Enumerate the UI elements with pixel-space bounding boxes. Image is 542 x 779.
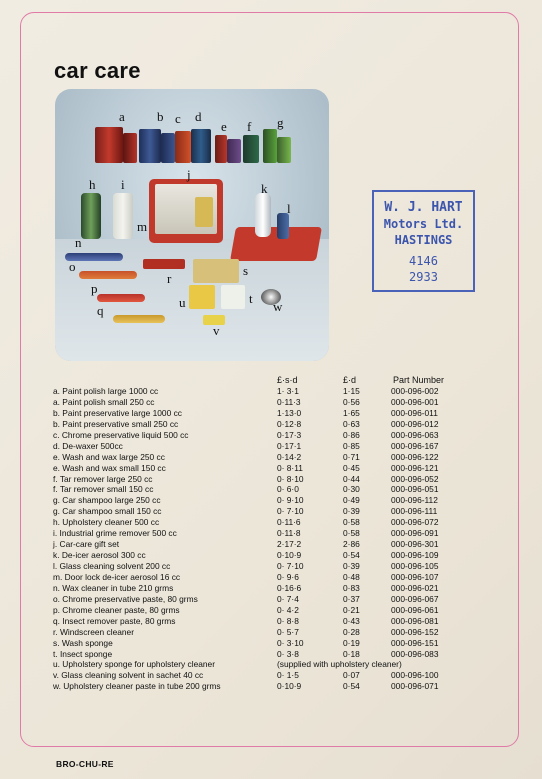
can-b2 [161,133,175,163]
photo-label-b: b [157,109,164,124]
price-decimal: 0·21 [343,604,360,615]
can-g [263,129,277,163]
photo-label-i: i [121,177,125,192]
part-number: 000-096-052 [391,473,439,484]
part-number: 000-096-061 [391,604,439,615]
item-description: b. Paint preservative large 1000 cc [53,407,182,418]
price-row [53,561,493,572]
price-lsd: 0· 4·2 [277,604,299,615]
can-b [139,129,161,163]
price-decimal: 0·39 [343,561,360,571]
part-number: 000-096-072 [391,517,439,528]
sponge-s [193,259,239,283]
price-row [53,430,493,441]
part-number: 000-096-071 [391,681,439,692]
price-row [53,474,493,485]
header-lp: £·d [343,375,357,385]
item-description: i. Industrial grime remover 500 cc [53,528,177,539]
stamp-line-5: 2933 [409,270,438,284]
part-number: 000-096-112 [391,495,438,506]
red-tray [230,227,322,261]
price-lsd: 0· 1·5 [277,670,299,681]
price-lsd: 0· 3·10 [277,637,304,648]
price-decimal: 2·86 [343,539,360,550]
photo-label-p: p [91,281,98,296]
price-row [53,419,493,430]
price-row [53,463,493,474]
part-number: 000-096-091 [391,528,439,539]
can-c [175,131,191,163]
stamp-line-3: HASTINGS [394,233,453,247]
price-decimal: 0·39 [343,506,360,517]
price-lsd: 0· 8·10 [277,473,304,484]
part-number: 000-096-001 [391,396,439,407]
item-description: e. Wash and wax small 150 cc [53,462,166,473]
item-description: r. Windscreen cleaner [53,626,134,637]
can-g2 [277,137,291,163]
can-e2 [227,139,241,163]
photo-label-s: s [243,263,249,278]
price-row [53,528,493,539]
photo-label-q: q [97,303,104,318]
price-row [53,539,493,550]
item-description: d. De-waxer 500cc [53,440,123,451]
price-decimal: 0·37 [343,593,360,604]
part-number: 000-096-152 [391,626,439,637]
price-row [53,397,493,408]
part-number: 000-096-011 [391,407,438,418]
product-photo [55,89,329,361]
item-description: o. Chrome preservative paste, 80 grms [53,593,198,604]
price-row [53,386,493,397]
price-row [53,583,493,594]
part-number: 000-096-083 [391,648,439,659]
price-lsd: 0·17·1 [277,440,302,451]
item-description: j. Car-care gift set [53,539,120,550]
price-row [53,616,493,627]
part-number: 000-096-002 [391,386,439,396]
part-number: 000-096-301 [391,539,439,550]
price-row [53,681,493,692]
aerosol-k [255,193,271,237]
price-lsd: 0·14·2 [277,451,302,462]
price-decimal: 0·56 [343,396,360,407]
price-decimal: 0·45 [343,462,360,473]
bottle-h [81,193,101,239]
part-number: 000-096-051 [391,484,439,495]
header-lsd: £·s·d [277,375,298,385]
price-decimal: 0·85 [343,440,360,451]
photo-label-d: d [195,109,202,124]
photo-label-a: a [119,109,125,124]
photo-label-v: v [213,323,220,338]
part-number: 000-096-151 [391,637,439,648]
price-lsd: 0· 7·10 [277,561,304,571]
item-description: l. Glass cleaning solvent 200 cc [53,561,171,571]
item-description: c. Chrome preservative liquid 500 cc [53,429,189,440]
price-lsd: 0·16·6 [277,582,302,593]
price-decimal: 0·18 [343,648,360,659]
price-lsd: 1·13·0 [277,407,302,418]
sponge-u [189,285,215,309]
photo-label-o: o [69,259,76,274]
price-lsd: 0·11·8 [277,528,301,539]
price-decimal: 0·86 [343,429,360,440]
can-f [243,135,259,163]
price-row [53,594,493,605]
part-number: 000-096-063 [391,429,439,440]
photo-label-l: l [287,201,291,216]
price-row [53,441,493,452]
price-row [53,517,493,528]
part-number: 000-096-012 [391,418,439,429]
price-decimal: 0·43 [343,615,360,626]
part-number: 000-096-109 [391,550,439,561]
price-decimal: 0·07 [343,670,360,681]
photo-label-g: g [277,115,284,130]
price-decimal: 0·30 [343,484,360,495]
price-lsd: 0· 5·7 [277,626,299,637]
photo-label-h: h [89,177,96,192]
price-decimal: 0·58 [343,528,360,539]
item-description: h. Upholstery cleaner 500 cc [53,517,160,528]
price-row [53,572,493,583]
item-description: f. Tar remover small 150 cc [53,484,154,495]
can-a2 [123,133,137,163]
stamp-line-4: 4146 [409,254,438,268]
price-row [53,638,493,649]
price-row [53,659,493,670]
photo-label-w: w [273,299,283,314]
photo-label-r: r [167,271,172,286]
item-description: p. Chrome cleaner paste, 80 grms [53,604,180,615]
price-row [53,649,493,660]
price-lsd: 0·10·9 [277,550,302,561]
price-decimal: 0·48 [343,571,360,582]
price-lsd: 0· 8·8 [277,615,299,626]
item-description: w. Upholstery cleaner paste in tube 200 grms [53,681,221,692]
part-number: 000-096-100 [391,670,439,681]
footer-code: BRO-CHU-RE [56,759,114,769]
part-number: 000-096-122 [391,451,439,462]
bottle-i [113,193,133,239]
price-decimal: 0·71 [343,451,360,462]
price-decimal: 0·58 [343,517,360,528]
gift-set-sponge [195,197,213,227]
item-description: b. Paint preservative small 250 cc [53,418,179,429]
tube-q [113,315,165,323]
part-number: 000-096-111 [391,506,438,517]
price-lsd: 1· 3·1 [277,386,299,396]
price-lsd: 0· 7·4 [277,593,299,604]
stamp-line-1: W. J. HART [384,200,463,215]
item-description: a. Paint polish large 1000 cc [53,386,159,396]
item-description: s. Wash sponge [53,637,113,648]
price-row [53,627,493,638]
item-note: (supplied with upholstery cleaner) [277,659,402,670]
photo-label-k: k [261,181,268,196]
part-number: 000-096-121 [391,462,439,473]
item-description: u. Upholstery sponge for upholstery cleaner [53,659,216,670]
item-description: t. Insect sponge [53,648,113,659]
photo-label-e: e [221,119,227,134]
item-description: f. Tar remover large 250 cc [53,473,153,484]
price-decimal: 0·54 [343,681,360,692]
page-title: car care [54,58,141,83]
price-row [53,506,493,517]
price-decimal: 0·44 [343,473,360,484]
windscreen-cleaner [143,259,185,269]
item-description: e. Wash and wax large 250 cc [53,451,165,462]
photo-label-n: n [75,235,82,250]
price-decimal: 0·49 [343,495,360,506]
price-lsd: 2·17·2 [277,539,302,550]
photo-label-c: c [175,111,181,126]
part-number: 000-096-107 [391,571,439,582]
item-description: g. Car shampoo large 250 cc [53,495,161,506]
price-row [53,605,493,616]
sponge-t [221,285,245,309]
price-lsd: 0·10·9 [277,681,302,692]
item-description: q. Insect remover paste, 80 grms [53,615,176,626]
price-lsd: 0·12·8 [277,418,302,429]
tube-p [97,294,145,302]
price-lsd: 0· 9·6 [277,571,299,582]
price-decimal: 0·54 [343,550,360,561]
item-description: k. De-icer aerosol 300 cc [53,550,146,561]
price-decimal: 1·15 [343,386,360,396]
price-lsd: 0·11·3 [277,396,301,407]
photo-label-t: t [249,291,253,306]
price-row [53,550,493,561]
price-row [53,484,493,495]
item-description: n. Wax cleaner in tube 210 grms [53,582,174,593]
header-part-number: Part Number [393,375,445,385]
part-number: 000-096-081 [391,615,439,626]
can-d [191,129,211,163]
item-description: a. Paint polish small 250 cc [53,396,155,407]
part-number: 000-096-167 [391,440,439,451]
photo-label-f: f [247,119,252,134]
can-e [215,135,227,163]
price-lsd: 0· 7·10 [277,506,304,517]
price-decimal: 0·19 [343,637,360,648]
price-lsd: 0· 8·11 [277,462,303,473]
price-lsd: 0· 3·8 [277,648,299,659]
item-description: g. Car shampoo small 150 cc [53,506,162,517]
part-number: 000-096-067 [391,593,439,604]
tube-o [79,271,137,279]
price-row [53,452,493,463]
price-row [53,408,493,419]
part-number: 000-096-105 [391,561,439,571]
price-lsd: 0·17·3 [277,429,302,440]
photo-label-u: u [179,295,186,310]
dealer-stamp [372,190,475,292]
price-list [53,386,493,692]
photo-label-m: m [137,219,148,234]
photo-label-j: j [187,167,191,182]
price-decimal: 0·63 [343,418,360,429]
price-decimal: 0·83 [343,582,360,593]
price-decimal: 1·65 [343,407,360,418]
price-lsd: 0· 6·0 [277,484,299,495]
price-lsd: 0·11·6 [277,517,301,528]
price-row [53,495,493,506]
price-row [53,670,493,681]
price-lsd: 0· 9·10 [277,495,304,506]
stamp-line-2: Motors Ltd. [383,217,464,231]
can-a [95,127,123,163]
price-decimal: 0·28 [343,626,360,637]
item-description: m. Door lock de-icer aerosol 16 cc [53,571,181,582]
item-description: v. Glass cleaning solvent in sachet 40 cc [53,670,204,681]
part-number: 000-096-021 [391,582,439,593]
